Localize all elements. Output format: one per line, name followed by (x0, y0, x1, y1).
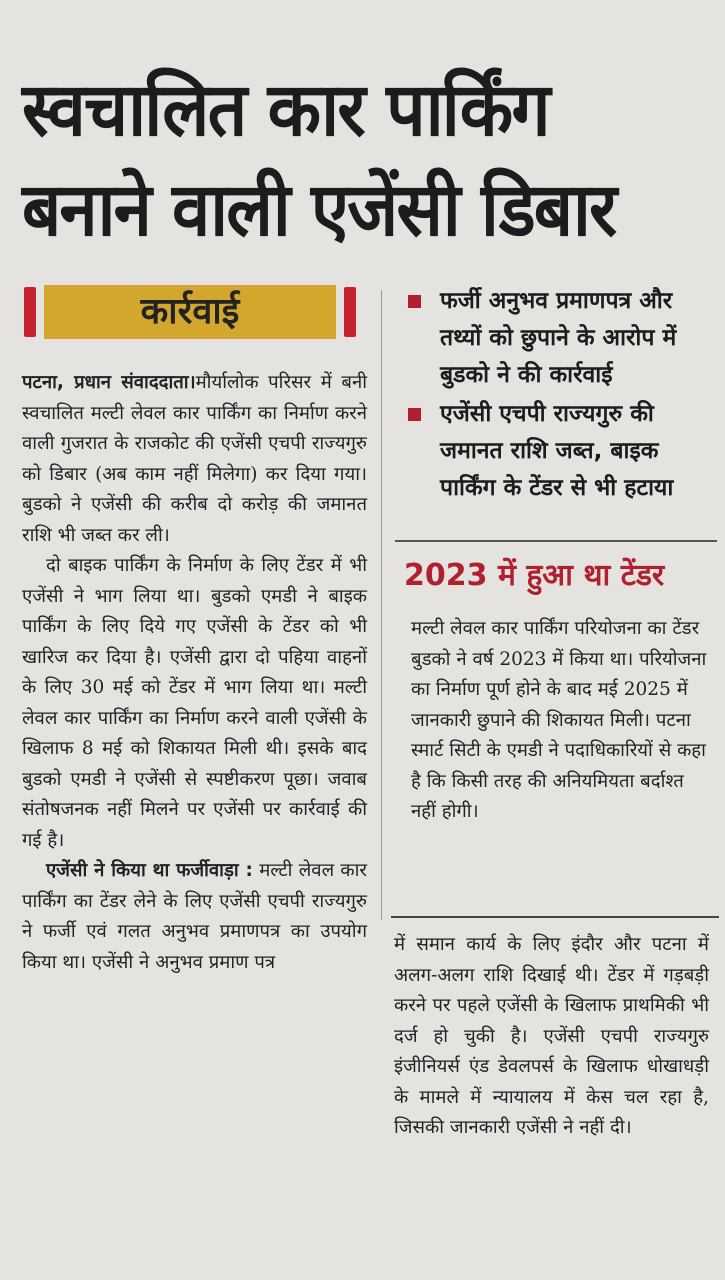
highlights (404, 283, 709, 509)
highlight-item (404, 283, 709, 394)
bullet-square-icon (408, 408, 421, 421)
article-paragraph-3 (22, 856, 367, 978)
article-paragraph-4: में समान कार्य के लिए इंदौर और पटना में अलग-अलग राशि दिखाई थी। टेंडर में गड़बड़ी करने पर पहले एजेंसी के खिलाफ प्राथमिकी भी दर्ज हो चुकी है। एजेंसी एचपी राज्यगुरु इंजीनियर्स एंड डेवलपर्स के खिलाफ धोखाधड़ी के मामले में न्यायालय में केस चल रहा है, जिसकी जानकारी एजेंसी ने नहीं दी। (394, 934, 709, 1138)
box-bottom-rule (391, 916, 719, 918)
column-divider (381, 290, 382, 920)
article-paragraph-2: दो बाइक पार्किंग के निर्माण के लिए टेंडर में भी एजेंसी ने भाग लिया था। बुडको एमडी ने बाइक पार्किंग के लिए दिये गए एजेंसी के टेंडर को भी खारिज कर दिया है। एजेंसी द्वारा दो पहिया वाहनों के लिए 30 मई को टेंडर में भाग लिया था। मल्टी लेवल कार पार्किंग का निर्माण करने वाली एजेंसी के खिलाफ 8 मई को शिकायत मिली थी। इसके बाद बुडको एमडी ने एजेंसी से स्पष्टीकरण पूछा। जवाब संतोषजनक नहीं मिलने पर एजेंसी पर कार्रवाई की गई है। (22, 555, 367, 851)
label-bar-left (24, 287, 36, 337)
section-label-text: कार्रवाई (44, 285, 336, 339)
highlight-text: फर्जी अनुभव प्रमाणपत्र और तथ्यों को छुपाने के आरोप में बुडको ने की कार्रवाई (440, 288, 677, 388)
box-text (411, 614, 709, 828)
article-column-left (22, 368, 367, 978)
box-paragraph: मल्टी लेवल कार पार्किंग परियोजना का टेंडर बुडको ने वर्ष 2023 में किया था। परियोजना का निर्माण पूर्ण होने के बाद मई 2025 में जानकारी छुपाने की शिकायत मिली। पटना स्मार्ट सिटी के एमडी ने पदाधिकारियों से कहा है कि किसी तरह की अनियमियता बर्दाश्त नहीं होगी। (411, 618, 707, 822)
headline-line-1: स्वचालित कार पार्किंग (22, 67, 549, 153)
box-top-rule (395, 540, 717, 542)
headline (22, 60, 712, 260)
headline-line-2: बनाने वाली एजेंसी डिबार (22, 167, 616, 253)
article-column-right (394, 930, 709, 1144)
bullet-square-icon (408, 295, 421, 308)
article-paragraph-1 (22, 368, 367, 551)
box-heading: 2023 में हुआ था टेंडर (404, 558, 665, 593)
highlight-text: एजेंसी एचपी राज्यगुरु की जमानत राशि जब्त, बाइक पार्किंग के टेंडर से भी हटाया (440, 401, 674, 501)
section-label (22, 283, 358, 341)
article-subhead: एजेंसी ने किया था फर्जीवाड़ा : (46, 860, 253, 881)
article-paragraph-1-text: मौर्यालोक परिसर में बनी स्वचालित मल्टी लेवल कार पार्किंग का निर्माण करने वाली गुजरात के राजकोट की एजेंसी एचपी राज्यगुरु को डिबार (अब काम नहीं मिलेगा) कर दिया गया। बुडको ने एजेंसी की करीब दो करोड़ की जमानत राशि भी जब्त कर ली। (22, 372, 367, 546)
article-paragraph-3-text: मल्टी लेवल कार पार्किंग का टेंडर लेने के लिए एजेंसी एचपी राज्यगुरु ने फर्जी एवं गलत अनुभव प्रमाणपत्र का उपयोग किया था। एजेंसी ने अनुभव प्रमाण पत्र (22, 860, 367, 973)
label-bar-right (344, 287, 356, 337)
highlight-item (404, 396, 709, 507)
dateline: पटना, प्रधान संवाददाता। (22, 372, 196, 393)
